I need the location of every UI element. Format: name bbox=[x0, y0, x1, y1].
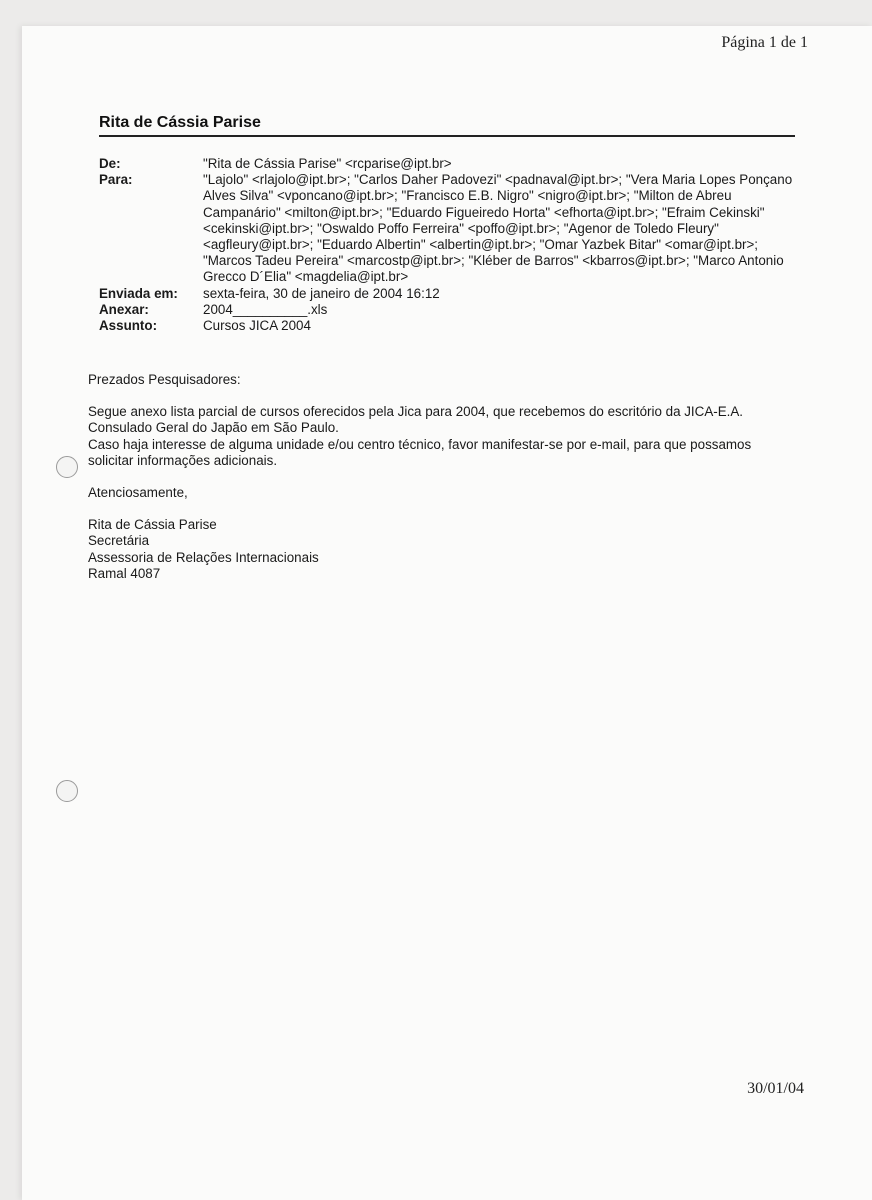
sender-title: Rita de Cássia Parise bbox=[99, 114, 261, 131]
page-number: Página 1 de 1 bbox=[721, 34, 808, 51]
header-attach-row bbox=[99, 302, 799, 318]
to-value: "Lajolo" <rlajolo@ipt.br>; "Carlos Daher Padovezi" <padnaval@ipt.br>; "Vera Maria Lopes Ponçano Alves Silva" <vponcano@ipt.br>; "Francisco E.B. Nigro" <nigro@ipt.br>; "Milton de Abreu Campanário" <milton@ipt.br>; "Eduardo Figueiredo Horta" <efhorta@ipt.br>; "Efraim Cekinski" <cekinski@ipt.br>; "Oswaldo Poffo Ferreira" <poffo@ipt.br>; "Agenor de Toledo Fleury" <agfleury@ipt.br>; "Eduardo Albertin" <albertin@ipt.br>; "Omar Yazbek Bitar" <omar@ipt.br>; "Marcos Tadeu Pereira" <marcostp@ipt.br>; "Kléber de Barros" <kbarros@ipt.br>; "Marco Antonio Grecco D´Elia" <magdelia@ipt.br> bbox=[203, 172, 793, 285]
greeting: Prezados Pesquisadores: bbox=[88, 372, 241, 387]
header-subject-row bbox=[99, 318, 799, 334]
body-line-3: Caso haja interesse de alguma unidade e/ou centro técnico, favor manifestar-se por e-mail, para que possamos bbox=[88, 436, 752, 452]
email-body bbox=[88, 372, 808, 582]
subject-label: Assunto: bbox=[99, 318, 158, 334]
punch-hole bbox=[56, 456, 78, 478]
signature-ext: Ramal 4087 bbox=[88, 565, 161, 581]
sent-value: sexta-feira, 30 de janeiro de 2004 16:12 bbox=[203, 285, 440, 301]
to-label: Para: bbox=[99, 172, 133, 188]
document-page bbox=[22, 26, 872, 1200]
body-line-4: solicitar informações adicionais. bbox=[88, 452, 278, 468]
attach-value: 2004__________.xls bbox=[203, 301, 328, 317]
sent-label: Enviada em: bbox=[99, 285, 178, 301]
punch-hole bbox=[56, 780, 78, 802]
header-to-row bbox=[99, 172, 799, 285]
subject-value: Cursos JICA 2004 bbox=[203, 318, 311, 334]
footer-date: 30/01/04 bbox=[747, 1080, 804, 1097]
signature-dept: Assessoria de Relações Internacionais bbox=[88, 549, 319, 565]
attach-label: Anexar: bbox=[99, 301, 149, 317]
from-label: De: bbox=[99, 156, 121, 171]
from-value: "Rita de Cássia Parise" <rcparise@ipt.br> bbox=[203, 156, 452, 171]
body-line-1: Segue anexo lista parcial de cursos oferecidos pela Jica para 2004, que recebemos do escritório da JICA-E.A. bbox=[88, 404, 744, 420]
header-from-row bbox=[99, 156, 799, 172]
email-headers bbox=[99, 156, 799, 334]
signature-role: Secretária bbox=[88, 533, 150, 549]
header-sent-row bbox=[99, 286, 799, 302]
body-line-2: Consulado Geral do Japão em São Paulo. bbox=[88, 420, 339, 436]
title-divider bbox=[99, 135, 795, 137]
closing: Atenciosamente, bbox=[88, 485, 188, 501]
signature-name: Rita de Cássia Parise bbox=[88, 517, 217, 533]
